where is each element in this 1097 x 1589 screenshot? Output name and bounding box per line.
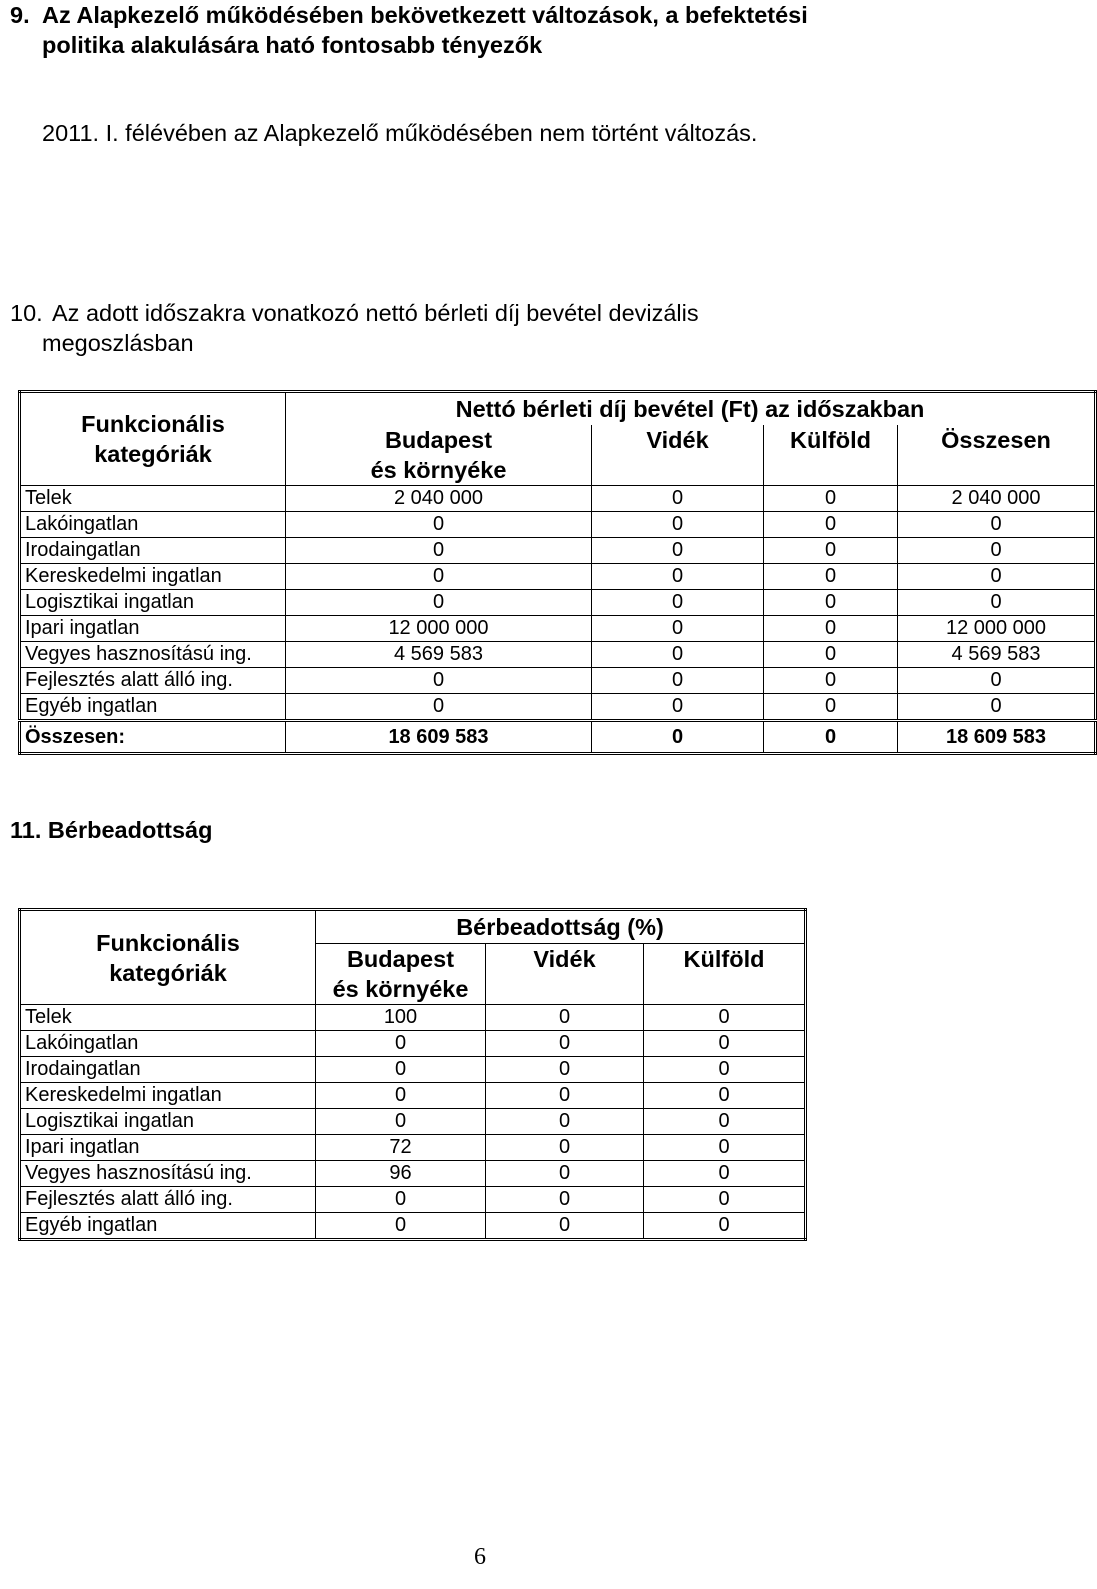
row-label: Kereskedelmi ingatlan xyxy=(20,1083,316,1109)
row-value: 0 xyxy=(644,1187,806,1213)
row-label: Vegyes hasznosítású ing. xyxy=(20,1161,316,1187)
row-value: 0 xyxy=(286,694,592,721)
row-value: 0 xyxy=(316,1109,486,1135)
row-value: 0 xyxy=(898,590,1096,616)
total-label: Összesen: xyxy=(20,721,286,754)
row-value: 0 xyxy=(486,1005,644,1031)
row-value: 0 xyxy=(592,590,764,616)
row-value: 0 xyxy=(316,1057,486,1083)
row-label: Egyéb ingatlan xyxy=(20,1213,316,1240)
section-11-heading xyxy=(10,815,212,845)
row-value: 0 xyxy=(286,590,592,616)
row-value: 0 xyxy=(486,1109,644,1135)
row-value: 0 xyxy=(592,564,764,590)
table-row xyxy=(20,1213,806,1240)
row-value: 0 xyxy=(644,1083,806,1109)
col-header-kulfold: Külföld xyxy=(644,944,806,1005)
row-value: 72 xyxy=(316,1135,486,1161)
row-label: Lakóingatlan xyxy=(20,512,286,538)
row-label: Egyéb ingatlan xyxy=(20,694,286,721)
table-row xyxy=(20,564,1096,590)
row-value: 0 xyxy=(316,1213,486,1240)
row-value: 0 xyxy=(486,1135,644,1161)
row-value: 0 xyxy=(286,538,592,564)
row-value: 2 040 000 xyxy=(286,486,592,512)
table-row xyxy=(20,486,1096,512)
rental-income-group-header: Nettó bérleti díj bevétel (Ft) az időszakban xyxy=(286,392,1096,426)
table-row xyxy=(20,538,1096,564)
row-value: 0 xyxy=(764,616,898,642)
row-value: 12 000 000 xyxy=(286,616,592,642)
total-value-videk: 0 xyxy=(592,721,764,754)
table-row xyxy=(20,668,1096,694)
col-header-videk: Vidék xyxy=(486,944,644,1005)
section-9-title-line2: politika alakulására ható fontosabb tényezők xyxy=(42,32,543,58)
occupancy-table xyxy=(18,908,807,1241)
row-label: Irodaingatlan xyxy=(20,1057,316,1083)
table-row xyxy=(20,1135,806,1161)
row-value: 0 xyxy=(898,564,1096,590)
table-row xyxy=(20,1083,806,1109)
row-value: 0 xyxy=(644,1135,806,1161)
table-row xyxy=(20,1057,806,1083)
section-10-heading xyxy=(10,298,699,358)
total-value-budapest: 18 609 583 xyxy=(286,721,592,754)
row-value: 0 xyxy=(316,1031,486,1057)
row-value: 0 xyxy=(316,1083,486,1109)
row-label: Lakóingatlan xyxy=(20,1031,316,1057)
row-label: Ipari ingatlan xyxy=(20,616,286,642)
row-value: 0 xyxy=(764,512,898,538)
row-value: 0 xyxy=(486,1031,644,1057)
section-9-heading xyxy=(10,0,808,60)
row-value: 0 xyxy=(486,1187,644,1213)
total-value-kulfold: 0 xyxy=(764,721,898,754)
row-value: 96 xyxy=(316,1161,486,1187)
section-10-title-line2: megoszlásban xyxy=(42,330,194,356)
table-row xyxy=(20,642,1096,668)
row-value: 0 xyxy=(486,1161,644,1187)
table-row xyxy=(20,1031,806,1057)
rental-income-table xyxy=(18,390,1097,755)
row-value: 0 xyxy=(764,564,898,590)
row-value: 12 000 000 xyxy=(898,616,1096,642)
section-11-title: Bérbeadottság xyxy=(47,817,213,843)
table-row xyxy=(20,1161,806,1187)
row-value: 0 xyxy=(592,694,764,721)
col-header-budapest: Budapest és környéke xyxy=(286,425,592,486)
row-label: Ipari ingatlan xyxy=(20,1135,316,1161)
table-row xyxy=(20,512,1096,538)
table-row xyxy=(20,1005,806,1031)
row-value: 0 xyxy=(592,512,764,538)
row-label: Telek xyxy=(20,486,286,512)
row-value: 0 xyxy=(592,642,764,668)
row-value: 4 569 583 xyxy=(898,642,1096,668)
row-value: 0 xyxy=(286,564,592,590)
row-label: Irodaingatlan xyxy=(20,538,286,564)
row-value: 4 569 583 xyxy=(286,642,592,668)
row-label: Telek xyxy=(20,1005,316,1031)
row-label: Vegyes hasznosítású ing. xyxy=(20,642,286,668)
col-header-kulfold: Külföld xyxy=(764,425,898,486)
section-11-number: 11. xyxy=(10,817,42,843)
occupancy-group-header: Bérbeadottság (%) xyxy=(316,910,806,944)
row-value: 0 xyxy=(898,694,1096,721)
page-number: 6 xyxy=(474,1544,486,1570)
row-value: 0 xyxy=(486,1213,644,1240)
table-row xyxy=(20,590,1096,616)
row-value: 0 xyxy=(764,642,898,668)
row-value: 0 xyxy=(592,668,764,694)
row-value: 0 xyxy=(764,538,898,564)
row-value: 0 xyxy=(286,512,592,538)
total-value-osszesen: 18 609 583 xyxy=(898,721,1096,754)
col-header-budapest: Budapest és környéke xyxy=(316,944,486,1005)
total-row xyxy=(20,721,1096,754)
row-value: 0 xyxy=(316,1187,486,1213)
row-label: Fejlesztés alatt álló ing. xyxy=(20,668,286,694)
table-row xyxy=(20,694,1096,721)
section-10-title-line1: Az adott időszakra vonatkozó nettó bérleti díj bevétel devizális xyxy=(52,300,699,326)
row-value: 0 xyxy=(644,1109,806,1135)
row-label: Logisztikai ingatlan xyxy=(20,1109,316,1135)
row-label: Logisztikai ingatlan xyxy=(20,590,286,616)
row-value: 2 040 000 xyxy=(898,486,1096,512)
row-value: 0 xyxy=(486,1057,644,1083)
row-value: 100 xyxy=(316,1005,486,1031)
row-value: 0 xyxy=(644,1031,806,1057)
row-value: 0 xyxy=(764,694,898,721)
table-row xyxy=(20,1187,806,1213)
col-header-osszesen: Összesen xyxy=(898,425,1096,486)
func-category-header: Funkcionális kategóriák xyxy=(20,392,286,486)
row-value: 0 xyxy=(764,668,898,694)
row-label: Kereskedelmi ingatlan xyxy=(20,564,286,590)
row-value: 0 xyxy=(592,486,764,512)
section-10-number: 10. xyxy=(10,300,43,326)
row-value: 0 xyxy=(898,512,1096,538)
row-value: 0 xyxy=(592,538,764,564)
table-row xyxy=(20,616,1096,642)
table-row xyxy=(20,1109,806,1135)
row-value: 0 xyxy=(644,1161,806,1187)
row-value: 0 xyxy=(898,668,1096,694)
row-label: Fejlesztés alatt álló ing. xyxy=(20,1187,316,1213)
section-9-title-line1: Az Alapkezelő működésében bekövetkezett változások, a befektetési xyxy=(42,2,808,28)
row-value: 0 xyxy=(286,668,592,694)
row-value: 0 xyxy=(644,1057,806,1083)
section-9-body: 2011. I. félévében az Alapkezelő működésében nem történt változás. xyxy=(42,120,758,146)
func-category-header: Funkcionális kategóriák xyxy=(20,910,316,1005)
row-value: 0 xyxy=(898,538,1096,564)
col-header-videk: Vidék xyxy=(592,425,764,486)
row-value: 0 xyxy=(592,616,764,642)
row-value: 0 xyxy=(764,486,898,512)
row-value: 0 xyxy=(486,1083,644,1109)
row-value: 0 xyxy=(644,1005,806,1031)
row-value: 0 xyxy=(644,1213,806,1240)
section-9-number: 9. xyxy=(10,2,30,28)
row-value: 0 xyxy=(764,590,898,616)
